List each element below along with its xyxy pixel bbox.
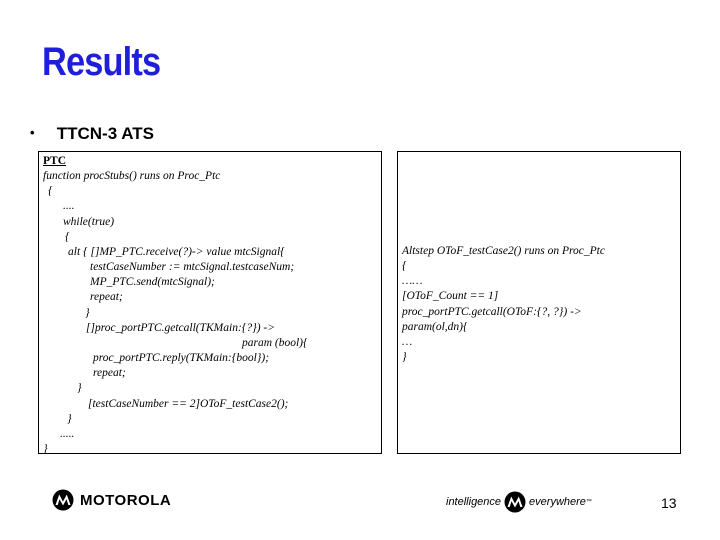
tagline bbox=[446, 491, 592, 513]
code-line: proc_portPTC.getcall(OToF:{?, ?}) -> bbox=[402, 306, 582, 318]
code-line: repeat; bbox=[93, 367, 126, 379]
code-block-right bbox=[402, 244, 605, 381]
code-line: [OToF_Count == 1] bbox=[402, 290, 499, 302]
code-line: function procStubs() runs on Proc_Ptc bbox=[43, 170, 221, 182]
code-line: } bbox=[77, 382, 82, 394]
page-number: 13 bbox=[661, 495, 677, 511]
motorola-logo bbox=[52, 489, 171, 511]
bullet-item bbox=[30, 124, 154, 144]
code-line: repeat; bbox=[90, 291, 123, 303]
motorola-batwing-icon bbox=[504, 491, 526, 513]
bullet-text: TTCN-3 ATS bbox=[56, 124, 155, 143]
slide-title: Results bbox=[42, 40, 161, 84]
code-line: []proc_portPTC.getcall(TKMain:{?}) -> bbox=[86, 322, 276, 334]
code-block-left bbox=[43, 154, 379, 455]
bullet-symbol: • bbox=[30, 125, 35, 140]
code-line: } bbox=[402, 351, 407, 363]
code-line: } bbox=[43, 443, 48, 455]
code-line: testCaseNumber := mtcSignal.testcaseNum; bbox=[90, 261, 295, 273]
code-line: MP_PTC.send(mtcSignal); bbox=[90, 276, 215, 288]
code-line: { bbox=[402, 260, 407, 272]
code-line: .... bbox=[63, 200, 75, 212]
motorola-batwing-icon bbox=[52, 489, 74, 511]
code-line: … bbox=[402, 336, 413, 348]
code-line: while(true) bbox=[63, 216, 115, 228]
code-line: { bbox=[65, 231, 70, 243]
code-line: param (bool){ bbox=[242, 337, 308, 349]
code-line: { bbox=[48, 185, 53, 197]
code-line: Altstep OToF_testCase2() runs on Proc_Ptc bbox=[402, 245, 605, 257]
brand-name: MOTOROLA bbox=[80, 491, 172, 509]
code-line: ..... bbox=[60, 428, 75, 440]
code-line: [testCaseNumber == 2]OToF_testCase2(); bbox=[88, 398, 289, 410]
code-line: } bbox=[67, 413, 72, 425]
trademark-symbol: ™ bbox=[585, 499, 592, 505]
code-line: proc_portPTC.reply(TKMain:{bool}); bbox=[93, 352, 270, 364]
tagline-left: intelligence bbox=[446, 496, 502, 508]
code-line: alt { []MP_PTC.receive(?)-> value mtcSignal{ bbox=[68, 246, 285, 258]
code-line: param(ol,dn){ bbox=[402, 321, 468, 333]
code-line: …… bbox=[402, 275, 423, 287]
tagline-right: everywhere bbox=[529, 496, 586, 508]
code-line: } bbox=[85, 307, 90, 319]
code-line: PTC bbox=[43, 155, 66, 167]
